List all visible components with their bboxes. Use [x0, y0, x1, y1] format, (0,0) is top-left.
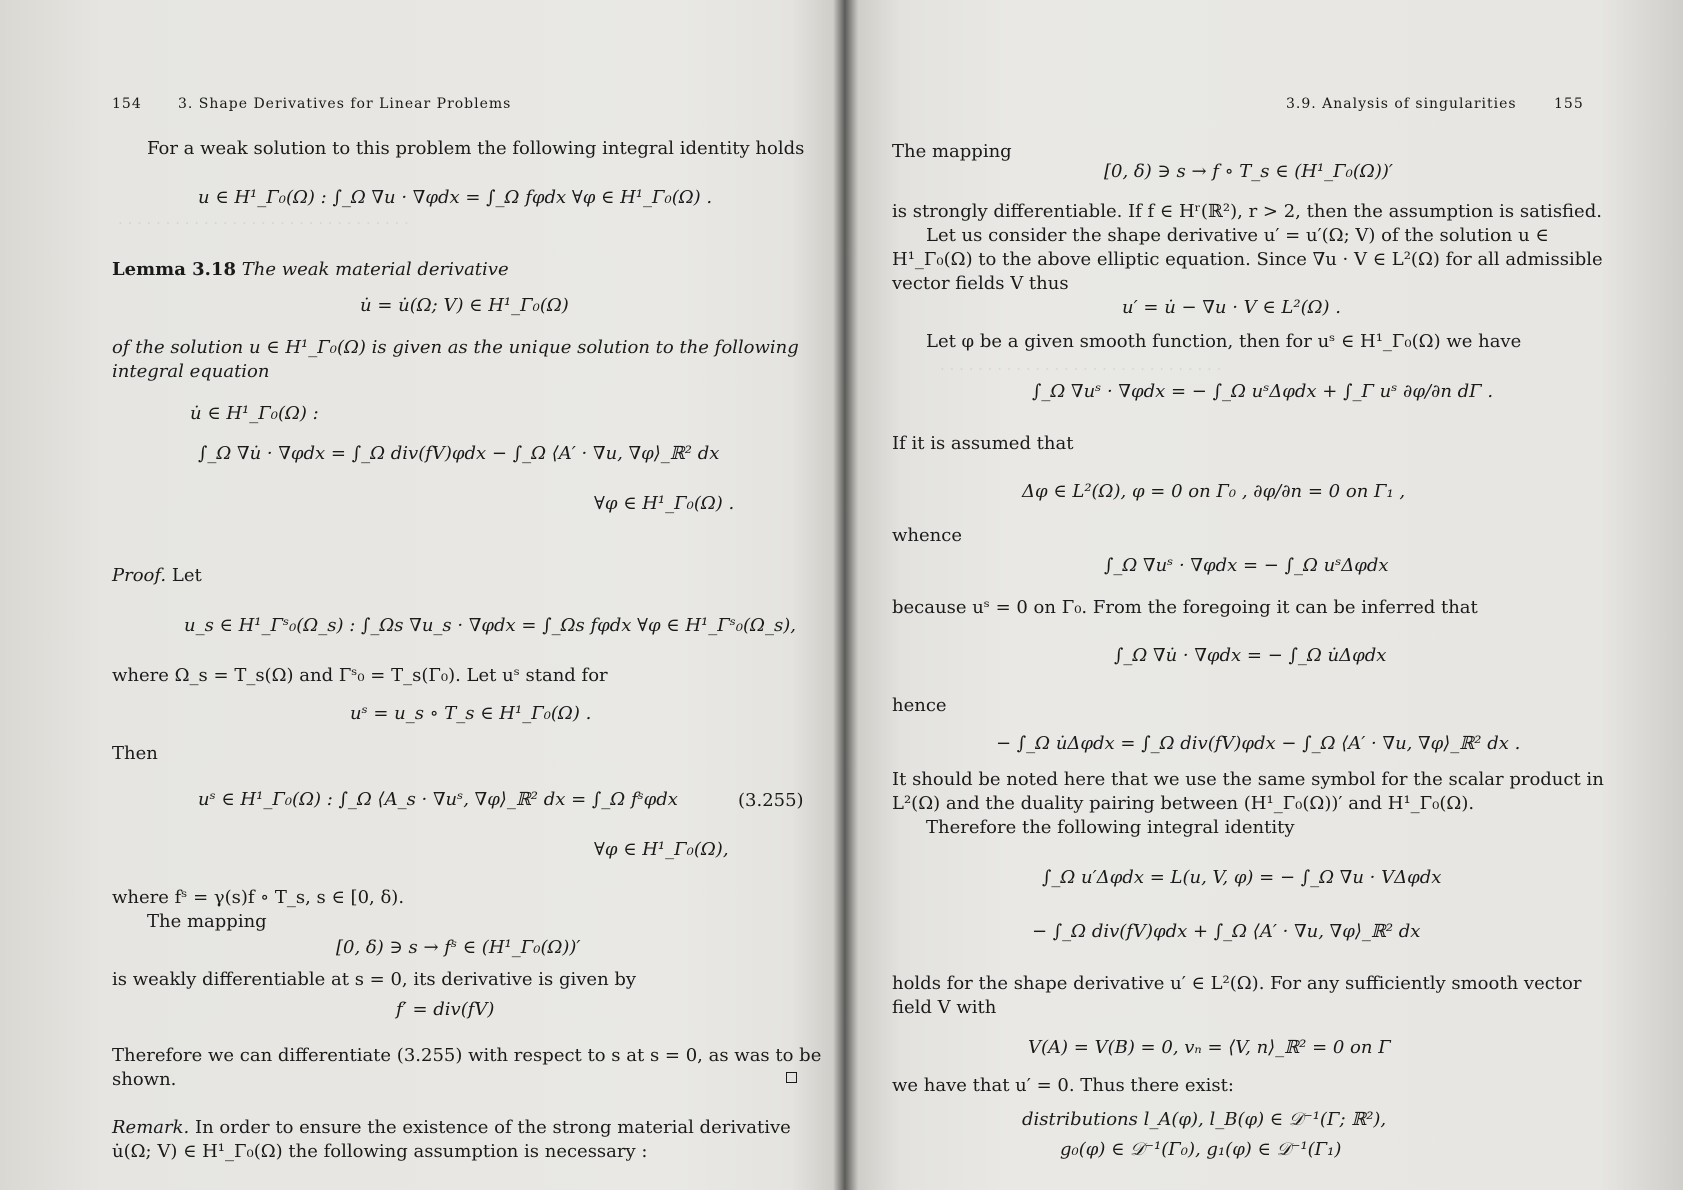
where-text-1: where Ω_s = T_s(Ω) and Γˢ₀ = T_s(Γ₀). Let uˢ stand for	[112, 665, 608, 686]
we-have-text: we have that u′ = 0. Thus there exist:	[892, 1075, 1234, 1096]
qed-box-icon	[786, 1072, 797, 1083]
strongly-text: is strongly differentiable. If f ∈ Hʳ(ℝ²), r > 2, then the assumption is satisfied.	[892, 201, 1602, 222]
equation-weak-solution: u ∈ H¹_Γ₀(Ω) : ∫_Ω ∇u · ∇φdx = ∫_Ω fφdx ∀φ ∈ H¹_Γ₀(Ω) .	[198, 187, 713, 208]
bleed-through-text: · · · · · · · · · · · · · · · · · · · · · · · · · · · · · · ·	[118, 214, 409, 232]
equation-forall-2: ∀φ ∈ H¹_Γ₀(Ω),	[594, 839, 729, 860]
equation-identity-2: − ∫_Ω div(fV)φdx + ∫_Ω ⟨A′ · ∇u, ∇φ⟩_ℝ² dx	[1032, 921, 1421, 942]
remark-label: Remark.	[112, 1117, 190, 1138]
equation-green: ∫_Ω ∇uˢ · ∇φdx = − ∫_Ω uˢΔφdx + ∫_Γ uˢ ∂φ/∂n dΓ .	[1032, 381, 1494, 402]
therefore-text-2: shown.	[112, 1069, 177, 1090]
whence-text: whence	[892, 525, 962, 546]
holds-text-1: holds for the shape derivative u′ ∈ L²(Ω). For any sufficiently smooth vector	[892, 973, 1582, 994]
equation-us: u_s ∈ H¹_Γˢ₀(Ω_s) : ∫_Ωs ∇u_s · ∇φdx = ∫_Ωs fφdx ∀φ ∈ H¹_Γˢ₀(Ω_s),	[184, 615, 796, 636]
then-text: Then	[112, 743, 158, 764]
equation-number-3-255: (3.255)	[738, 790, 804, 811]
equation-us-composed: uˢ = u_s ∘ T_s ∈ H¹_Γ₀(Ω) .	[350, 703, 592, 724]
equation-material-derivative: u̇ = u̇(Ω; V) ∈ H¹_Γ₀(Ω)	[360, 295, 569, 316]
hence-text: hence	[892, 695, 947, 716]
let-phi-text: Let φ be a given smooth function, then for uˢ ∈ H¹_Γ₀(Ω) we have	[926, 331, 1522, 352]
mapping-text-right: The mapping	[892, 141, 1012, 162]
right-page	[842, 0, 1683, 1190]
lemma-continuation-1: of the solution u ∈ H¹_Γ₀(Ω) is given as the unique solution to the following	[112, 337, 799, 358]
lemma-text: The weak material derivative	[241, 259, 509, 280]
equation-distributions-2: g₀(φ) ∈ 𝒟⁻¹(Γ₀), g₁(φ) ∈ 𝒟⁻¹(Γ₁)	[1060, 1139, 1342, 1160]
lemma-title: Lemma 3.18	[112, 259, 236, 280]
equation-hence: − ∫_Ω u̇Δφdx = ∫_Ω div(fV)φdx − ∫_Ω ⟨A′ · ∇u, ∇φ⟩_ℝ² dx .	[996, 733, 1521, 754]
equation-mapping-left: [0, δ) ∋ s → fˢ ∈ (H¹_Γ₀(Ω))′	[336, 937, 581, 958]
therefore-text-right: Therefore the following integral identity	[926, 817, 1295, 838]
remark-text-2: u̇(Ω; V) ∈ H¹_Γ₀(Ω) the following assumption is necessary :	[112, 1141, 648, 1162]
equation-fprime: f′ = div(fV)	[396, 999, 495, 1020]
proof-start	[112, 564, 202, 588]
equation-3-255: uˢ ∈ H¹_Γ₀(Ω) : ∫_Ω ⟨A_s · ∇uˢ, ∇φ⟩_ℝ² dx = ∫_Ω fˢφdx	[198, 789, 678, 810]
equation-udot-space: u̇ ∈ H¹_Γ₀(Ω) :	[190, 403, 319, 424]
assumed-text: If it is assumed that	[892, 433, 1074, 454]
equation-forall: ∀φ ∈ H¹_Γ₀(Ω) .	[594, 493, 735, 514]
intro-text: For a weak solution to this problem the following integral identity holds	[147, 138, 805, 159]
weakly-text: is weakly differentiable at s = 0, its derivative is given by	[112, 969, 637, 990]
page-number-left: 154	[112, 96, 142, 112]
consider-text-2: H¹_Γ₀(Ω) to the above elliptic equation. Since ∇u · V ∈ L²(Ω) for all admissible	[892, 249, 1603, 270]
equation-uprime: u′ = u̇ − ∇u · V ∈ L²(Ω) .	[1122, 297, 1341, 318]
where-text-2: where fˢ = γ(s)f ∘ T_s, s ∈ [0, δ).	[112, 887, 405, 908]
equation-inferred: ∫_Ω ∇u̇ · ∇φdx = − ∫_Ω u̇Δφdx	[1114, 645, 1387, 666]
lemma-heading	[112, 258, 509, 282]
running-head-right: 3.9. Analysis of singularities	[1286, 96, 1517, 112]
holds-text-2: field V with	[892, 997, 997, 1018]
mapping-text-left: The mapping	[147, 911, 267, 932]
noted-text-2: L²(Ω) and the duality pairing between (H¹_Γ₀(Ω))′ and H¹_Γ₀(Ω).	[892, 793, 1475, 814]
noted-text-1: It should be noted here that we use the same symbol for the scalar product in	[892, 769, 1604, 790]
page-number-right: 155	[1554, 96, 1584, 112]
proof-label: Proof.	[112, 565, 167, 586]
proof-let: Let	[171, 565, 202, 586]
consider-text-3: vector fields V thus	[892, 273, 1069, 294]
equation-field: V(A) = V(B) = 0, vₙ = ⟨V, n⟩_ℝ² = 0 on Γ	[1028, 1037, 1391, 1058]
equation-assumption: Δφ ∈ L²(Ω), φ = 0 on Γ₀ , ∂φ/∂n = 0 on Γ₁ ,	[1022, 481, 1406, 502]
remark-line-1	[112, 1116, 791, 1140]
equation-distributions-1: distributions l_A(φ), l_B(φ) ∈ 𝒟⁻¹(Γ; ℝ²),	[1022, 1109, 1387, 1130]
lemma-continuation-2: integral equation	[112, 361, 270, 382]
equation-integral: ∫_Ω ∇u̇ · ∇φdx = ∫_Ω div(fV)φdx − ∫_Ω ⟨A′ · ∇u, ∇φ⟩_ℝ² dx	[198, 443, 720, 464]
equation-identity-1: ∫_Ω u′Δφdx = L(u, V, φ) = − ∫_Ω ∇u · VΔφdx	[1042, 867, 1442, 888]
therefore-text-1: Therefore we can differentiate (3.255) with respect to s at s = 0, as was to be	[112, 1045, 822, 1066]
remark-text-1: In order to ensure the existence of the strong material derivative	[194, 1117, 791, 1138]
bleed-through-text: · · · · · · · · · · · · · · · · · · · · · · · · · · · · · ·	[940, 360, 1222, 378]
equation-whence: ∫_Ω ∇uˢ · ∇φdx = − ∫_Ω uˢΔφdx	[1104, 555, 1389, 576]
consider-text-1: Let us consider the shape derivative u′ = u′(Ω; V) of the solution u ∈	[926, 225, 1549, 246]
running-head-left: 3. Shape Derivatives for Linear Problems	[178, 96, 512, 112]
because-text: because uˢ = 0 on Γ₀. From the foregoing it can be inferred that	[892, 597, 1478, 618]
equation-mapping-right: [0, δ) ∋ s → f ∘ T_s ∈ (H¹_Γ₀(Ω))′	[1104, 161, 1393, 182]
